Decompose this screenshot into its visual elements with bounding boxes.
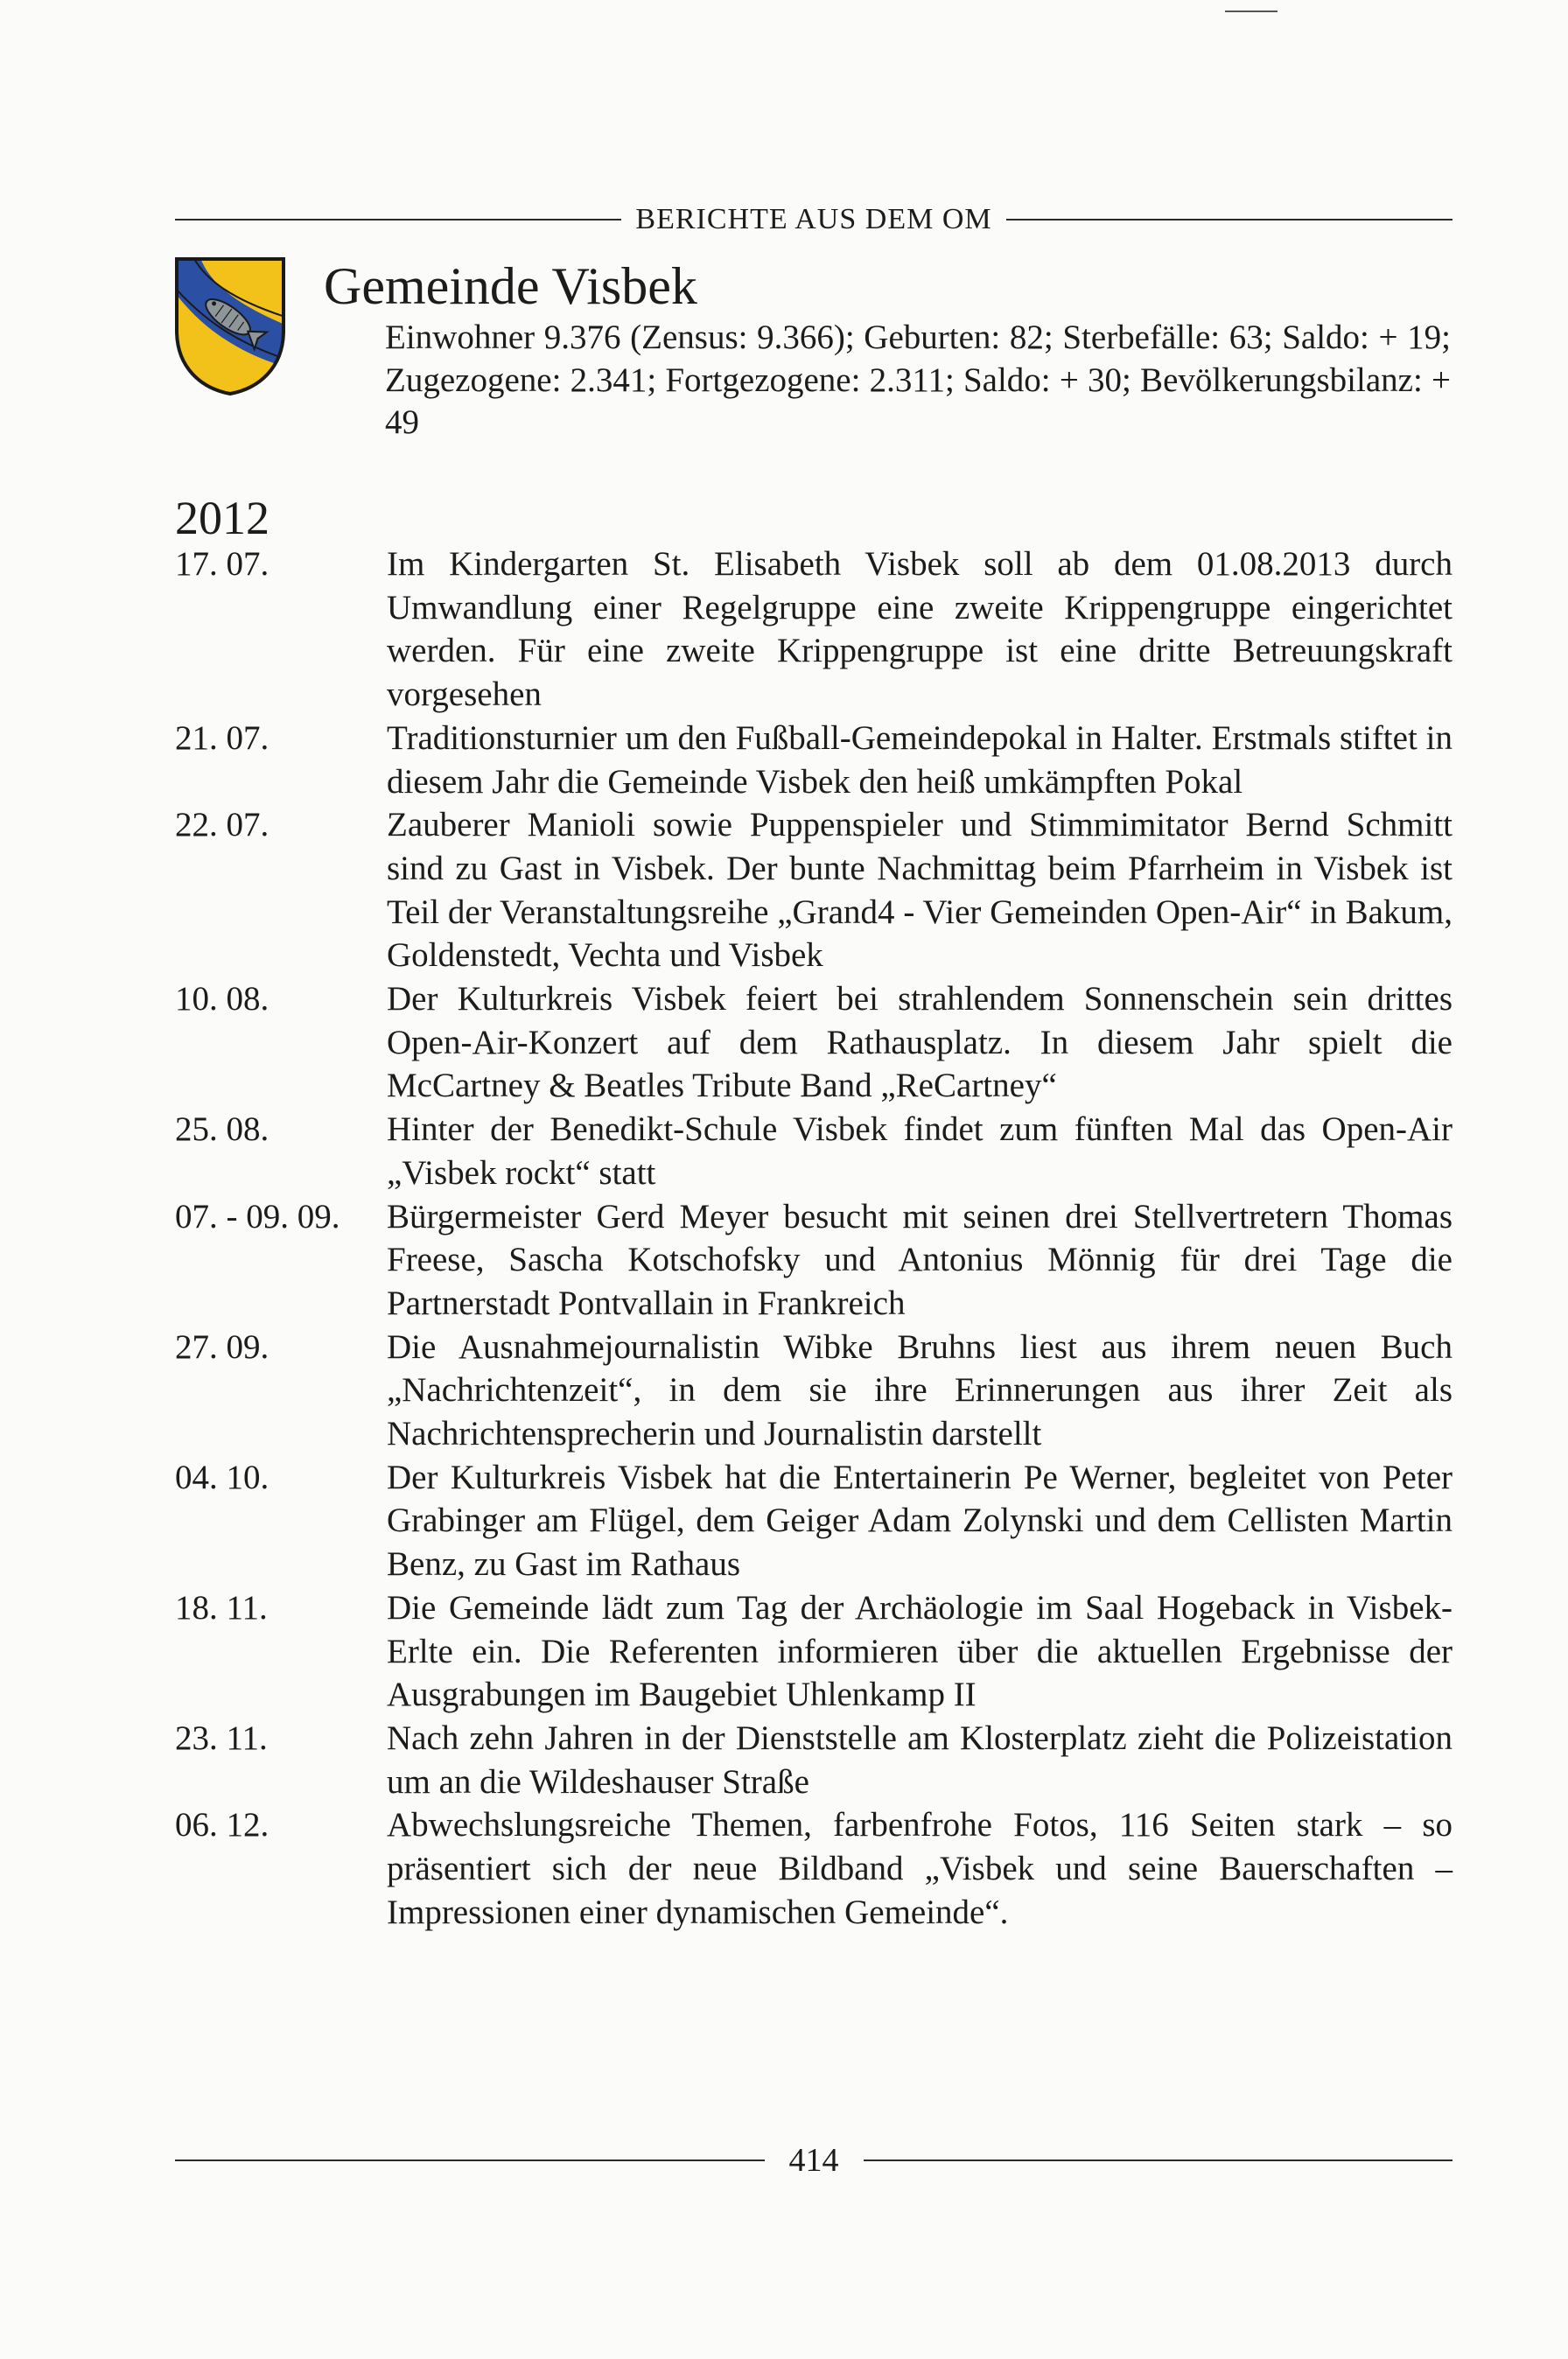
entry-date: 22. 07. xyxy=(175,806,270,844)
entry-text: Nach zehn Jahren in der Dienststelle am Klosterplatz zieht die Polizeistation um an die Wildeshauser Straße xyxy=(387,1718,1452,1801)
entry-date: 07. - 09. 09. xyxy=(175,1197,340,1236)
entry-date: 27. 09. xyxy=(175,1327,270,1366)
entry-text: Hinter der Benedikt-Schule Visbek findet zum fünften Mal das Open-Air „Visbek rockt“ statt xyxy=(387,1110,1452,1192)
entry-date: 04. 10. xyxy=(175,1458,270,1496)
entry-date: 17. 07. xyxy=(175,545,270,583)
year-heading: 2012 xyxy=(175,492,270,544)
chronicle-list xyxy=(175,542,1452,1935)
chronicle-entry xyxy=(175,803,1452,977)
chronicle-entry xyxy=(175,1195,1452,1326)
entry-date: 10. 08. xyxy=(175,980,270,1018)
page-number: 414 xyxy=(788,2142,839,2179)
footer-rule-right xyxy=(864,2160,1453,2161)
entry-text: Die Ausnahmejournalistin Wibke Bruhns liest aus ihrem neuen Buch „Nachrichtenzeit“, in dem sie ihre Erinnerungen aus ihrer Zeit als Nachrichtensprecherin und Journalistin darstellt xyxy=(387,1327,1452,1453)
chronicle-entry xyxy=(175,1326,1452,1456)
entry-text: Die Gemeinde lädt zum Tag der Archäologie im Saal Hogeback in Visbek-Erlte ein. Die Referenten informieren über die aktuellen Ergebnisse der Ausgrabungen im Baugebiet Uhlenkamp II xyxy=(387,1588,1452,1714)
entry-text: Traditionsturnier um den Fußball-Gemeindepokal in Halter. Erstmals stiftet in diesem Jahr die Gemeinde Visbek den heiß umkämpften Pokal xyxy=(387,718,1452,801)
entry-date: 21. 07. xyxy=(175,718,270,757)
section-title: Gemeinde Visbek xyxy=(324,257,697,315)
entry-date: 25. 08. xyxy=(175,1110,270,1149)
chronicle-entry xyxy=(175,1456,1452,1586)
chronicle-entry xyxy=(175,1108,1452,1194)
running-header-title: BERICHTE AUS DEM OM xyxy=(635,203,992,235)
entry-text: Abwechslungsreiche Themen, farbenfrohe Fotos, 116 Seiten stark – so präsentiert sich der neue Bildband „Visbek und seine Bauerschaften – Impressionen einer dynamischen Gemeinde“. xyxy=(387,1806,1452,1931)
chronicle-entry xyxy=(175,1586,1452,1717)
header-rule-left xyxy=(175,219,621,220)
chronicle-entry xyxy=(175,1803,1452,1934)
entry-text: Im Kindergarten St. Elisabeth Visbek soll ab dem 01.08.2013 durch Umwandlung einer Regelgruppe eine zweite Krippengruppe eingerichtet werden. Für eine zweite Krippengruppe ist eine dritte Betreuungskraft vorgesehen xyxy=(387,545,1452,714)
chronicle-entry xyxy=(175,542,1452,717)
page-footer xyxy=(175,2138,1452,2182)
header-rule-right xyxy=(1006,219,1452,220)
chronicle-entry xyxy=(175,717,1452,803)
chronicle-entry xyxy=(175,977,1452,1108)
chronicle-entry xyxy=(175,1717,1452,1803)
top-edge-rule xyxy=(1225,10,1278,12)
entry-text: Bürgermeister Gerd Meyer besucht mit seinen drei Stellvertretern Thomas Freese, Sascha Kotschofsky und Antonius Mönnig für drei Tage die Partnerstadt Pontvallain in Frankreich xyxy=(387,1197,1452,1322)
entry-text: Der Kulturkreis Visbek feiert bei strahlendem Sonnenschein sein drittes Open-Air-Konzert auf dem Rathausplatz. In diesem Jahr spielt die McCartney & Beatles Tribute Band „ReCartney“ xyxy=(387,980,1452,1105)
entry-date: 23. 11. xyxy=(175,1718,268,1757)
fish-coat-of-arms-icon xyxy=(173,256,287,397)
entry-date: 06. 12. xyxy=(175,1806,270,1844)
footer-rule-left xyxy=(175,2160,765,2161)
running-header xyxy=(175,198,1452,242)
entry-text: Zauberer Manioli sowie Puppenspieler und Stimmimitator Bernd Schmitt sind zu Gast in Visbek. Der bunte Nachmittag beim Pfarrheim in Visbek ist Teil der Veranstaltungsreihe „Grand4 - Vier Gemeinden Open-Air“ in Bakum, Goldenstedt, Vechta und Visbek xyxy=(387,806,1452,975)
entry-date: 18. 11. xyxy=(175,1588,268,1627)
entry-text: Der Kulturkreis Visbek hat die Entertainerin Pe Werner, begleitet von Peter Grabinger am Flügel, dem Geiger Adam Zolynski und dem Cellisten Martin Benz, zu Gast im Rathaus xyxy=(387,1458,1452,1584)
population-statistics: Einwohner 9.376 (Zensus: 9.366); Geburten: 82; Sterbefälle: 63; Saldo: + 19; Zugezogene: 2.341; Fortgezogene: 2.311; Saldo: + 30; Bevölkerungsbilanz: + 49 xyxy=(385,318,1451,441)
